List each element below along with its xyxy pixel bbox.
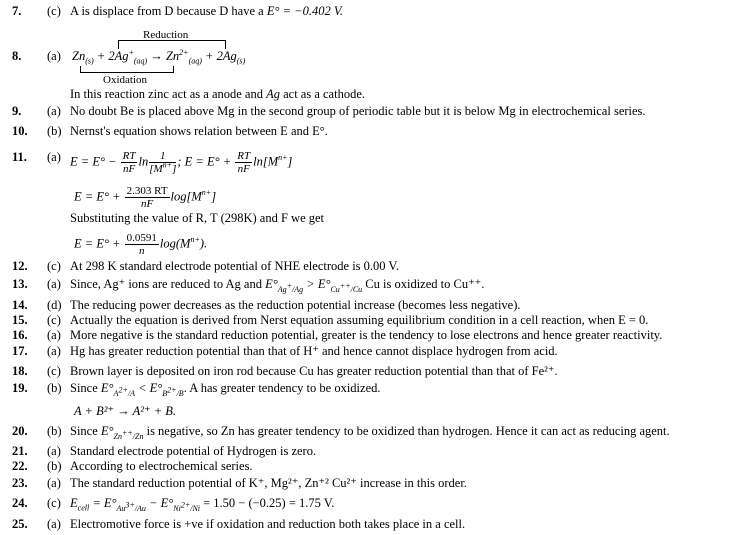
- note-text: In this reaction zinc act as a anode and: [70, 87, 263, 101]
- question-number: 16.: [12, 328, 28, 342]
- answer-text: Standard electrode potential of Hydrogen is zero.: [70, 444, 317, 458]
- question-number: 7.: [12, 4, 22, 18]
- answer-option: (a): [47, 344, 61, 358]
- answer-option: (a): [47, 49, 61, 63]
- answer-text: At 298 K standard electrode potential of NHE electrode is 0.00 V.: [70, 259, 399, 273]
- question-number: 10.: [12, 124, 28, 138]
- answer-text: No doubt Be is placed above Mg in the second group of periodic table but it is below Mg in electrochemical series.: [70, 104, 646, 118]
- question-number: 23.: [12, 476, 28, 490]
- question-number: 13.: [12, 277, 28, 291]
- answer-text: The reducing power decreases as the reduction potential increase (becomes less negative).: [70, 298, 521, 312]
- reaction-equation: $Zn_{(s)} + 2Ag^+_{(aq)} \to Zn^{2+}_{(aq)} + 2Ag_{(s)}$: [72, 47, 246, 66]
- answer-option: (a): [47, 104, 61, 118]
- answer-text: Since: [70, 381, 98, 395]
- electrode-potential: $E^\circ_{Zn^{++}/Zn}$: [100, 424, 144, 441]
- question-number: 25.: [12, 517, 28, 531]
- question-number: 8.: [12, 49, 22, 63]
- question-number: 15.: [12, 313, 28, 327]
- answer-option: (c): [47, 364, 61, 378]
- answer-text-end: . A has greater tendency to be oxidized.: [183, 381, 381, 395]
- answer-option: (a): [47, 444, 61, 458]
- oxidation-bracket: [80, 66, 174, 73]
- answer-text: Nernst's equation shows relation between E and E°.: [70, 124, 328, 138]
- note-symbol: Ag: [266, 87, 280, 101]
- answer-option: (a): [47, 328, 61, 342]
- question-number: 24.: [12, 496, 28, 510]
- answer-text: More negative is the standard reduction potential, greater is the tendency to lose electrons and hence greater reactivity.: [70, 328, 663, 342]
- answer-text: A is displace from D because D have a: [70, 4, 264, 18]
- oxidation-label: Oxidation: [103, 74, 147, 86]
- answer-text: = 1.50 − (−0.25) = 1.75 V.: [203, 496, 335, 510]
- answer-option: (c): [47, 496, 61, 510]
- nernst-equation-1: E = E° − $\frac{RT}{nF}$ ln $\frac{1}{[M^{n+}]}$ ; E = E° + $\frac{RT}{nF}$ $\ln[M^{n+}]$: [70, 150, 293, 175]
- reduction-bracket: [118, 40, 226, 49]
- cell-potential-expression: $E_{cell} = E^\circ_{Au^{3+}/Au} - E^\circ_{Ni^{2+}/Ni}$: [70, 496, 200, 513]
- potential-comparison: $E^\circ_{A^{2+}/A} < E^\circ_{B^{2+}/B}$: [100, 381, 184, 398]
- question-number: 18.: [12, 364, 28, 378]
- answer-option: (c): [47, 259, 61, 273]
- question-number: 21.: [12, 444, 28, 458]
- answer-text: Brown layer is deposited on iron rod because Cu has greater reduction potential than that of Fe²⁺.: [70, 364, 558, 378]
- constant-text: 2.303 RT: [126, 185, 168, 197]
- constant-text: 0.0591: [126, 232, 157, 244]
- answer-option: (b): [47, 459, 62, 473]
- question-number: 17.: [12, 344, 28, 358]
- question-number: 20.: [12, 424, 28, 438]
- answer-option: (a): [47, 150, 61, 164]
- reaction-equation: A + B²⁺ → A²⁺ + B.: [74, 404, 177, 418]
- answer-text-end: is negative, so Zn has greater tendency to be oxidized than hydrogen. Hence it can act as reducing agent.: [146, 424, 670, 438]
- question-number: 22.: [12, 459, 28, 473]
- question-number: 11.: [12, 150, 27, 164]
- answer-text: Hg has greater reduction potential than that of H⁺ and hence cannot displace hydrogen from acid.: [70, 344, 558, 358]
- reduction-label: Reduction: [143, 29, 189, 41]
- answer-text: Substituting the value of R, T (298K) and F we get: [70, 211, 325, 225]
- answer-text: According to electrochemical series.: [70, 459, 253, 473]
- answer-text: The standard reduction potential of K⁺, Mg²⁺, Zn⁺² Cu²⁺ increase in this order.: [70, 476, 467, 490]
- answer-text: Since, Ag⁺ ions are reduced to Ag and: [70, 277, 262, 291]
- question-number: 12.: [12, 259, 28, 273]
- answer-option: (c): [47, 4, 61, 18]
- answer-option: (a): [47, 476, 61, 490]
- question-number: 19.: [12, 381, 28, 395]
- answer-option: (d): [47, 298, 62, 312]
- answer-option: (a): [47, 517, 61, 531]
- answer-option: (c): [47, 313, 61, 327]
- answer-option: (b): [47, 381, 62, 395]
- nernst-equation-3: E = E° + $\frac{0.0591}{n}$ $\log(M^{n+})$.: [74, 232, 208, 257]
- math-expression: E° = −0.402 V.: [266, 4, 343, 18]
- note-text-end: act as a cathode.: [283, 87, 366, 101]
- question-number: 14.: [12, 298, 28, 312]
- answer-text: Actually the equation is derived from Nerst equation assuming equilibrium condition in a cell reaction, when E = 0.: [70, 313, 649, 327]
- answer-text: Since: [70, 424, 98, 438]
- nernst-equation-2: E = E° + $\frac{2.303 RT}{nF}$ $\log[M^{n+}]$: [74, 185, 217, 210]
- answer-option: (b): [47, 424, 62, 438]
- potential-comparison: $E^\circ_{Ag^+/Ag} > E^\circ_{Cu^{++}/Cu}$: [265, 277, 363, 294]
- answer-text-end: Cu is oxidized to Cu⁺⁺.: [365, 277, 485, 291]
- answer-option: (a): [47, 277, 61, 291]
- question-number: 9.: [12, 104, 22, 118]
- answer-option: (b): [47, 124, 62, 138]
- answer-text: Electromotive force is +ve if oxidation and reduction both takes place in a cell.: [70, 517, 466, 531]
